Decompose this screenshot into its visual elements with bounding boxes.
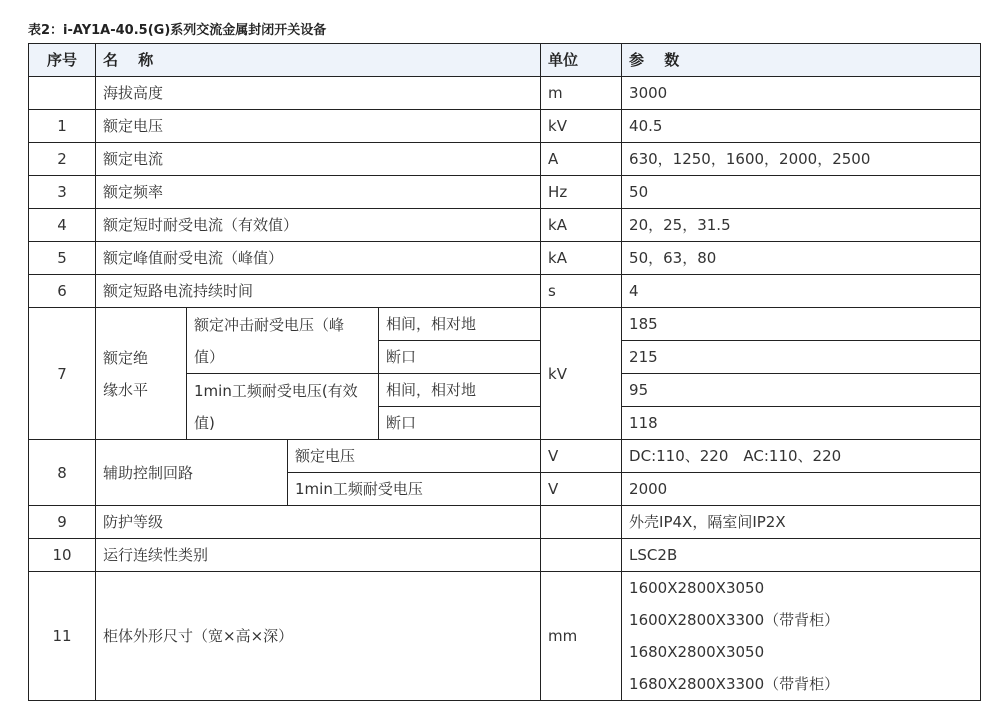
table-caption: 表2：i-AY1A-40.5(G)系列交流金属封闭开关设备 — [28, 23, 327, 38]
spec-table — [28, 43, 981, 701]
table-header-row — [29, 44, 981, 77]
row-param: 630，1250，1600，2000，2500 — [622, 143, 981, 176]
dimension-item: 1680X2800X3300（带背柜） — [629, 675, 840, 693]
table-row — [29, 506, 981, 539]
impulse-voltage-line2: 值） — [194, 347, 225, 366]
row-unit: m — [541, 77, 622, 110]
row-param: 3000 — [622, 77, 981, 110]
sub-phase-label: 相间，相对地 — [379, 308, 541, 341]
row-unit: kV — [541, 110, 622, 143]
row-no: 10 — [29, 539, 96, 572]
row-name: 额定电压 — [96, 110, 541, 143]
sub-break-label: 断口 — [379, 341, 541, 374]
power-freq-voltage-label — [187, 374, 379, 440]
dimension-item: 1680X2800X3050 — [629, 643, 765, 661]
table-row — [29, 77, 981, 110]
table-row — [29, 176, 981, 209]
aux-circuit-label: 辅助控制回路 — [96, 440, 288, 506]
row-name: 柜体外形尺寸（宽×高×深） — [96, 572, 541, 701]
header-no: 序号 — [29, 44, 96, 77]
header-name: 名 称 — [96, 44, 541, 77]
row-name: 额定频率 — [96, 176, 541, 209]
row-unit: A — [541, 143, 622, 176]
row-unit — [541, 539, 622, 572]
impulse-voltage-line1: 额定冲击耐受电压（峰 — [194, 315, 345, 334]
row-param: 外壳IP4X，隔室间IP2X — [622, 506, 981, 539]
sub-phase-label: 相间，相对地 — [379, 374, 541, 407]
table-row-insulation — [29, 308, 981, 341]
table-row — [29, 242, 981, 275]
sub-break-label: 断口 — [379, 407, 541, 440]
insulation-label — [96, 308, 187, 440]
header-param: 参 数 — [622, 44, 981, 77]
row-unit: V — [541, 440, 622, 473]
row-name: 防护等级 — [96, 506, 541, 539]
row-no: 9 — [29, 506, 96, 539]
row-no: 4 — [29, 209, 96, 242]
insulation-label-line2: 缘水平 — [103, 380, 149, 399]
row-no: 6 — [29, 275, 96, 308]
row-name: 额定电流 — [96, 143, 541, 176]
row-param: LSC2B — [622, 539, 981, 572]
table-row-dimensions — [29, 572, 981, 701]
row-name: 额定短路电流持续时间 — [96, 275, 541, 308]
row-param: 185 — [622, 308, 981, 341]
row-unit: s — [541, 275, 622, 308]
insulation-label-line1: 额定绝 — [103, 348, 149, 367]
row-name: 额定峰值耐受电流（峰值） — [96, 242, 541, 275]
row-param: 118 — [622, 407, 981, 440]
aux-sub-label: 1min工频耐受电压 — [288, 473, 541, 506]
dimension-item: 1600X2800X3300（带背柜） — [629, 611, 840, 629]
table-row-aux — [29, 440, 981, 473]
row-no — [29, 77, 96, 110]
dimension-item: 1600X2800X3050 — [629, 579, 765, 597]
table-row — [29, 110, 981, 143]
row-unit: kA — [541, 242, 622, 275]
row-name: 额定短时耐受电流（有效值） — [96, 209, 541, 242]
row-no: 7 — [29, 308, 96, 440]
row-no: 5 — [29, 242, 96, 275]
row-param: 50，63，80 — [622, 242, 981, 275]
row-unit: Hz — [541, 176, 622, 209]
row-no: 11 — [29, 572, 96, 701]
row-no: 8 — [29, 440, 96, 506]
row-name: 运行连续性类别 — [96, 539, 541, 572]
row-param: DC:110、220 AC:110、220 — [622, 440, 981, 473]
row-no: 1 — [29, 110, 96, 143]
row-name: 海拔高度 — [96, 77, 541, 110]
row-param: 20，25，31.5 — [622, 209, 981, 242]
row-unit: kA — [541, 209, 622, 242]
row-param: 2000 — [622, 473, 981, 506]
table-row — [29, 275, 981, 308]
row-param: 95 — [622, 374, 981, 407]
power-freq-voltage-line2: 值) — [194, 413, 215, 432]
header-unit: 单位 — [541, 44, 622, 77]
row-unit: kV — [541, 308, 622, 440]
row-unit — [541, 506, 622, 539]
dimension-list — [622, 572, 981, 701]
aux-sub-label: 额定电压 — [288, 440, 541, 473]
impulse-voltage-label — [187, 308, 379, 374]
row-param: 40.5 — [622, 110, 981, 143]
row-param: 50 — [622, 176, 981, 209]
row-no: 3 — [29, 176, 96, 209]
row-param: 4 — [622, 275, 981, 308]
row-param: 215 — [622, 341, 981, 374]
power-freq-voltage-line1: 1min工频耐受电压(有效 — [194, 381, 358, 400]
row-no: 2 — [29, 143, 96, 176]
table-row — [29, 209, 981, 242]
table-row — [29, 143, 981, 176]
table-row — [29, 539, 981, 572]
row-unit: V — [541, 473, 622, 506]
row-unit: mm — [541, 572, 622, 701]
